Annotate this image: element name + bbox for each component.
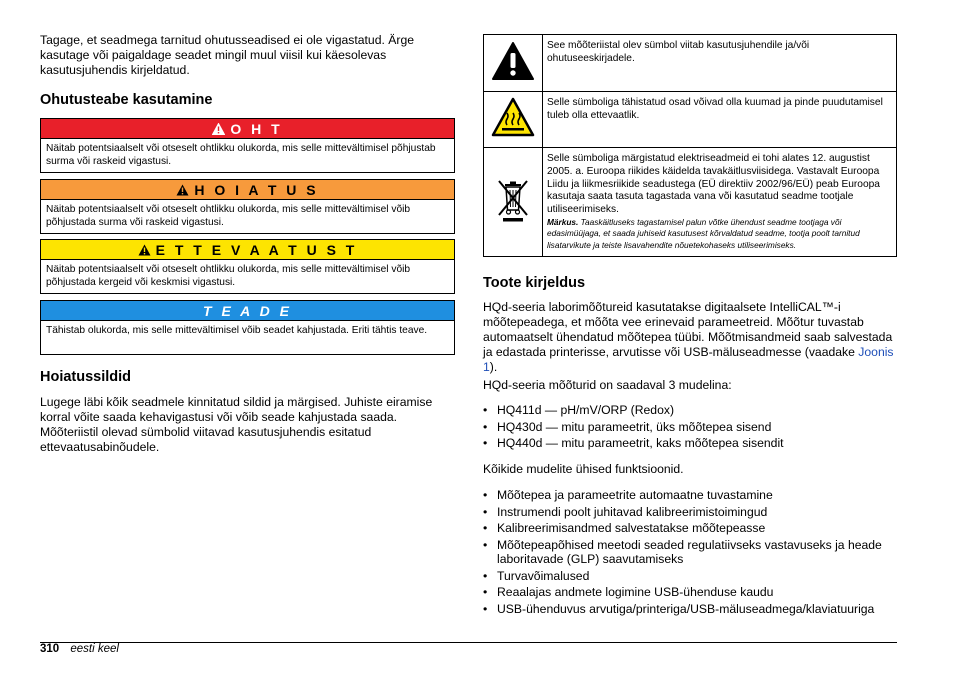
list-item: • USB-ühenduvus arvutiga/printeriga/USB-mäluseadmega/klaviatuuriga bbox=[483, 602, 897, 617]
symbol-icon-cell bbox=[484, 92, 543, 148]
description-paragraph bbox=[483, 300, 897, 375]
page-number: 310 bbox=[40, 643, 60, 655]
note-label: Märkus. bbox=[547, 216, 579, 227]
list-item: • Mõõtepeapõhised meetodi seaded regulatiivseks vastavuseks ja heade laboritavade (GLP) saavutamiseks bbox=[483, 538, 897, 567]
features-intro: Kõikide mudelite ühised funktsioonid. bbox=[483, 462, 684, 476]
warning-triangle-icon bbox=[138, 244, 151, 256]
list-item: • Instrumendi poolt juhitavad kalibreerimistoimingud bbox=[483, 505, 897, 520]
list-item: • Turvavõimalused bbox=[483, 569, 897, 584]
hazard-text-danger: Näitab potentsiaalselt või otseselt ohtlikku olukorda, mis selle mittevältimisel põhjustab surma või raskeid vigastusi. bbox=[46, 143, 436, 167]
list-item: • HQ430d — mitu parameetrit, üks mõõtepea sisend bbox=[483, 420, 897, 435]
figure-link[interactable]: Joonis 1 bbox=[483, 345, 894, 374]
weee-text: Selle sümboliga märgistatud elektriseadmeid ei tohi alates 12. augustist 2005. a. Euroopa riikides käidelda tavakäitlusviisidega. Vastavalt Euroopa Liidu ja liikmesriikide seadustega (EÜ direktiiv 2002/96/EÜ) peab Euroopa kasutaja saata tasuta tagastada vana või kasutatud seadme tootjale utiliseerimiseks. bbox=[547, 153, 880, 216]
list-item: • HQ411d — pH/mV/ORP (Redox) bbox=[483, 403, 897, 418]
list-item: • Mõõtepea ja parameetrite automaatne tuvastamine bbox=[483, 488, 897, 503]
symbol-icon-cell bbox=[484, 148, 543, 257]
features-list bbox=[483, 488, 897, 616]
hazard-text-caution: Näitab potentsiaalselt või otseselt ohtlikku olukorda, mis selle mittevältimisel võib põhjustada kergeid või keskmisi vigastusi. bbox=[46, 264, 411, 288]
list-item: • HQ440d — mitu parameetrit, kaks mõõtepea sisendit bbox=[483, 436, 897, 451]
symbol-icon-cell bbox=[484, 35, 543, 92]
labels-paragraph: Lugege läbi kõik seadmele kinnitatud sildid ja märgised. Juhiste eiramise korral võite saada kehavigastusi või võib seade kahjustada saada. Mõõteriistil olevad sümbolid viitavad kasutusjuhendis esitatud ettevaatusabinõudele. bbox=[40, 395, 433, 454]
intro-paragraph: Tagage, et seadmega tarnitud ohutusseadised ei ole vigastatud. Ärge kasutage või paigaldage seadet mingil muul viisil kui käesolevas kasutusjuhendis kirjeldatud. bbox=[40, 33, 415, 77]
models-list bbox=[483, 403, 897, 451]
hazard-header-danger bbox=[41, 119, 454, 139]
hazard-header-warning bbox=[41, 180, 454, 200]
list-item: • Kalibreerimisandmed salvestatakse mõõtepeasse bbox=[483, 521, 897, 536]
heading-safety-info: Ohutusteabe kasutamine bbox=[40, 92, 213, 108]
weee-note bbox=[547, 217, 892, 252]
note-text: Taaskäitluseks tagastamisel palun võtke ühendust seadme tootjaga või edasimüüjaga, et saada juhiseid kasutusest kõrvaldatud seadme, tootja poolt tarnitud lisatarvikute ja teiste lisavahendite nõuetekohaseks utiliseerimiseks. bbox=[547, 216, 860, 250]
models-intro: HQd-seeria mõõturid on saadaval 3 mudelina: bbox=[483, 378, 732, 392]
hazard-box-warning bbox=[40, 179, 455, 234]
hazard-header-caution bbox=[41, 240, 454, 260]
list-item: • Reaalajas andmete logimine USB-ühenduse kaudu bbox=[483, 585, 897, 600]
symbol-text-weee bbox=[543, 148, 897, 257]
hazard-box-notice bbox=[40, 300, 455, 355]
symbol-row bbox=[484, 35, 897, 92]
description-text-b: ). bbox=[489, 360, 498, 374]
symbols-table bbox=[483, 34, 897, 257]
page-footer bbox=[40, 643, 119, 655]
description-text-a: HQd-seeria laborimõõtureid kasutatakse digitaalsete IntelliCAL™-i mõõtepeadega, et mõõta vee erinevaid parameetreid. Mõõtur tuvastab automaatselt ühendatud mõõtepea tüübi. Mõõtmisandmeid saab salvestada ja edastada printerisse, arvutisse või USB-mäluseadmesse (vaadake bbox=[483, 300, 893, 359]
symbol-row bbox=[484, 148, 897, 257]
hazard-label-caution: E T T E V A A T U S T bbox=[155, 241, 358, 258]
crossed-bin-icon bbox=[495, 177, 531, 223]
symbol-row bbox=[484, 92, 897, 148]
warning-triangle-icon bbox=[491, 41, 535, 81]
heading-warning-labels: Hoiatussildid bbox=[40, 369, 132, 385]
hazard-box-caution bbox=[40, 239, 455, 294]
hazard-label-danger: O H T bbox=[230, 120, 283, 137]
symbol-text: See mõõteriistal olev sümbol viitab kasutusjuhendile ja/või ohutuseeskirjadele. bbox=[543, 35, 897, 92]
footer-rule bbox=[40, 642, 897, 643]
warning-triangle-icon bbox=[176, 184, 189, 196]
warning-triangle-icon bbox=[212, 123, 225, 135]
hazard-box-danger bbox=[40, 118, 455, 173]
symbol-text: Selle sümboliga tähistatud osad võivad olla kuumad ja pinde puudutamisel tuleb olla ettevaatlik. bbox=[543, 92, 897, 148]
footer-language: eesti keel bbox=[70, 643, 119, 655]
heading-product-description: Toote kirjeldus bbox=[483, 275, 586, 291]
hot-surface-icon bbox=[491, 97, 535, 137]
hazard-header-notice bbox=[41, 301, 454, 321]
hazard-label-warning: H O I A T U S bbox=[194, 181, 319, 198]
hazard-text-warning: Näitab potentsiaalselt või otseselt ohtlikku olukorda, mis selle mittevältimisel võib põhjustada surma või raskeid vigastusi. bbox=[46, 204, 411, 228]
hazard-text-notice: Tähistab olukorda, mis selle mittevältimisel võib seadet kahjustada. Eriti tähtis teave. bbox=[46, 325, 428, 336]
hazard-label-notice: T E A D E bbox=[203, 302, 292, 319]
